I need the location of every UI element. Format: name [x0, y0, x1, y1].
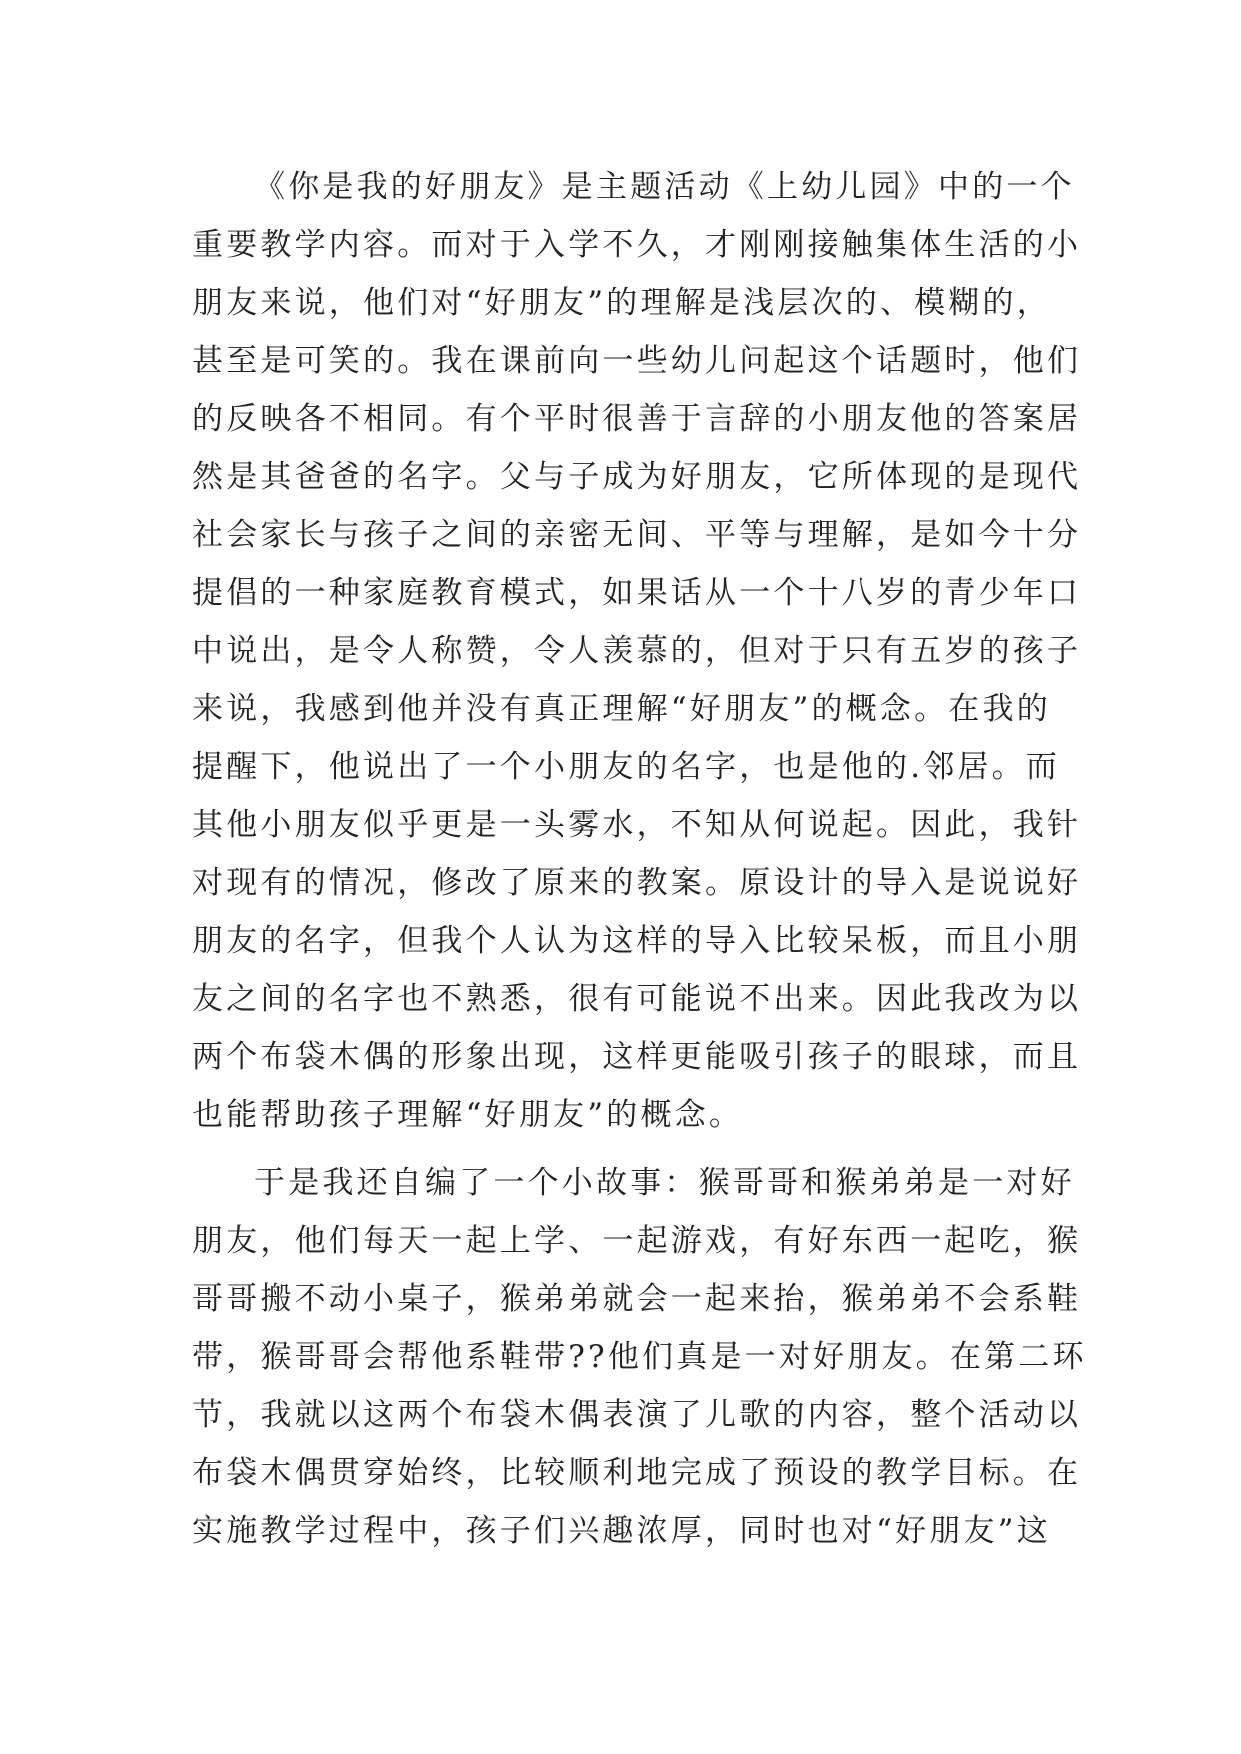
paragraph-line: 节，我就以这两个布袋木偶表演了儿歌的内容，整个活动以: [192, 1397, 1082, 1433]
paragraph-line: 然是其爸爸的名字。父与子成为好朋友，它所体现的是现代: [192, 459, 1082, 495]
paragraph-line: 中说出，是令人称赞，令人羡慕的，但对于只有五岁的孩子: [192, 633, 1082, 669]
paragraph-line: 布袋木偶贯穿始终，比较顺利地完成了预设的教学目标。在: [192, 1455, 1082, 1491]
paragraph-line: 提倡的一种家庭教育模式，如果话从一个十八岁的青少年口: [192, 575, 1082, 611]
paragraph-line: 友之间的名字也不熟悉，很有可能说不出来。因此我改为以: [192, 981, 1082, 1017]
paragraph-line: 也能帮助孩子理解“好朋友”的概念。: [192, 1097, 744, 1133]
paragraph-line: 来说，我感到他并没有真正理解“好朋友”的概念。在我的: [192, 691, 1051, 727]
paragraph-1: [192, 158, 1082, 1144]
document-body: [192, 158, 1087, 1560]
paragraph-line: 对现有的情况，修改了原来的教案。原设计的导入是说说好: [192, 865, 1082, 901]
paragraph-line: 实施教学过程中，孩子们兴趣浓厚，同时也对“好朋友”这: [192, 1513, 1051, 1549]
paragraph-line: 哥哥搬不动小桌子，猴弟弟就会一起来抬，猴弟弟不会系鞋: [192, 1281, 1082, 1317]
paragraph-line: 的反映各不相同。有个平时很善于言辞的小朋友他的答案居: [192, 401, 1082, 437]
paragraph-line: 重要教学内容。而对于入学不久，才刚刚接触集体生活的小: [192, 227, 1082, 263]
paragraph-line: 社会家长与孩子之间的亲密无间、平等与理解，是如今十分: [192, 517, 1082, 553]
paragraph-line: 朋友，他们每天一起上学、一起游戏，有好东西一起吃，猴: [192, 1223, 1082, 1259]
paragraph-line: 两个布袋木偶的形象出现，这样更能吸引孩子的眼球，而且: [192, 1039, 1082, 1075]
paragraph-spacer: [192, 1144, 1056, 1154]
paragraph-line: 带，猴哥哥会帮他系鞋带??他们真是一对好朋友。在第二环: [192, 1339, 1087, 1375]
paragraph-line: 朋友的名字，但我个人认为这样的导入比较呆板，而且小朋: [192, 923, 1082, 959]
paragraph-line: 《你是我的好朋友》是主题活动《上幼儿园》中的一个: [254, 169, 1075, 205]
paragraph-line: 朋友来说，他们对“好朋友”的理解是浅层次的、模糊的，: [192, 285, 1051, 321]
paragraph-2: [192, 1154, 1087, 1560]
paragraph-line: 甚至是可笑的。我在课前向一些幼儿问起这个话题时，他们: [192, 343, 1082, 379]
paragraph-line: 于是我还自编了一个小故事：猴哥哥和猴弟弟是一对好: [254, 1165, 1075, 1201]
paragraph-line: 其他小朋友似乎更是一头雾水，不知从何说起。因此，我针: [192, 807, 1082, 843]
paragraph-line: 提醒下，他说出了一个小朋友的名字，也是他的.邻居。而: [192, 749, 1061, 785]
